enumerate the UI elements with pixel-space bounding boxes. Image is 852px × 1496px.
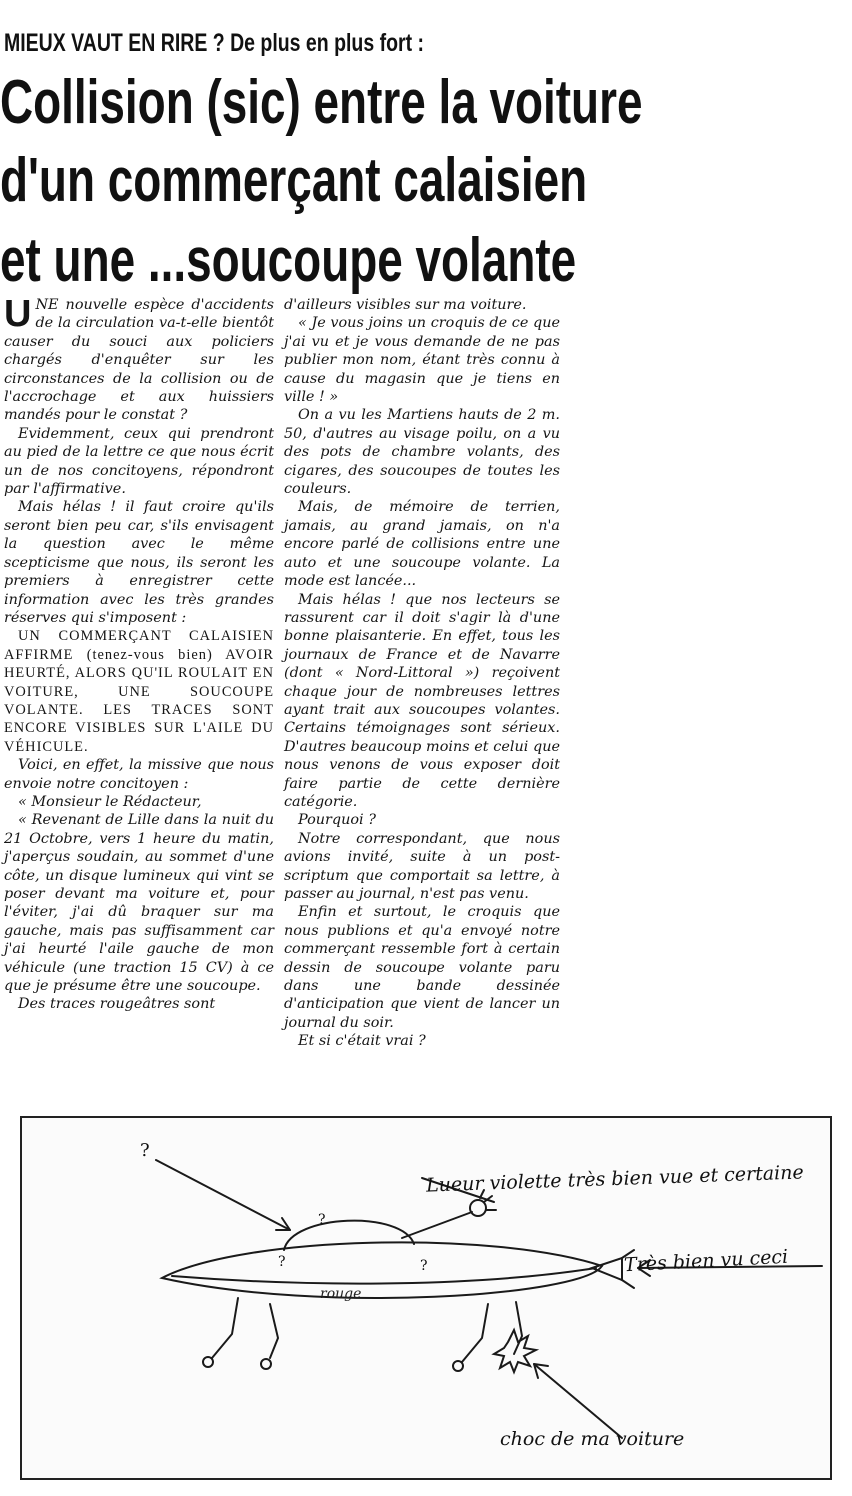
antenna <box>402 1212 472 1238</box>
paragraph: Mais, de mémoire de terrien, jamais, au grand jamais, on n'a encore parlé de collisions entre une auto et une soucoupe volante. La mode est lancée... <box>284 499 560 590</box>
note-impact: choc de ma voiture <box>500 1428 685 1450</box>
question-mark: ? <box>420 1258 428 1274</box>
arrow-to-dome <box>156 1160 290 1230</box>
leg-left <box>212 1298 238 1358</box>
kicker: MIEUX VAUT EN RIRE ? De plus en plus fort : <box>4 29 424 57</box>
drop-cap: U <box>4 293 32 335</box>
note-seen: Très bien vu ceci <box>623 1245 789 1277</box>
ufo-sketch <box>20 1116 832 1480</box>
headline-line-1: Collision (sic) entre la voiture <box>0 68 643 137</box>
paragraph: d'ailleurs visibles sur ma voiture. <box>284 297 527 313</box>
rear-emitter <box>592 1258 622 1280</box>
leg-right-2 <box>514 1302 522 1354</box>
headline-line-2: d'un commerçant calaisien <box>0 146 588 215</box>
paragraph: « Je vous joins un croquis de ce que j'ai vu et je vous demande de ne pas publier mon nom, étant très connu à cause du magasin que je tiens en ville ! » <box>284 315 560 406</box>
question-mark: ? <box>318 1212 326 1228</box>
paragraph: Enfin et surtout, le croquis que nous publions et qu'a envoyé notre commerçant ressemble fort à certain dessin de soucoupe volante paru dans une bande dessinée d'anticipation que vient de lancer un journal du soir. <box>284 904 560 1031</box>
paragraph: UNE nouvelle espèce d'accidents de la circulation va-t-elle bientôt causer du souci aux policiers chargés d'enquêter sur les circonstances de la collision ou de l'accrochage et aux huissiers mandés pour le constat ? <box>4 293 274 424</box>
paragraph: Voici, en effet, la missive que nous envoie notre concitoyen : <box>4 757 274 792</box>
paragraph: « Revenant de Lille dans la nuit du 21 Octobre, vers 1 heure du matin, j'aperçus soudain, au sommet d'une côte, un disque lumineux qui vint se poser devant ma voiture et, pour l'éviter, j'ai dû braquer sur ma gauche, mais pas suffisamment car j'ai heurté l'aile gauche de mon véhicule (une traction 15 CV) à ce que je présume être une soucoupe. <box>4 812 274 995</box>
saucer-body <box>162 1242 602 1298</box>
paragraph: Pourquoi ? <box>298 812 376 829</box>
leg-right-1 <box>462 1304 488 1362</box>
body-label: rouge <box>320 1286 362 1302</box>
paragraph: Des traces rougeâtres sont <box>18 996 216 1013</box>
paragraph: On a vu les Martiens hauts de 2 m. 50, d'autres au visage poilu, on a vu des pots de chambre volants, des cigares, des soucoupes de toutes les couleurs. <box>284 407 560 498</box>
question-mark: ? <box>140 1140 150 1161</box>
paragraph: Notre correspondant, que nous avions invité, suite à un post-scriptum que comportait sa lettre, à passer au journal, n'est pas venu. <box>284 830 560 902</box>
paragraph: Evidemment, ceux qui prendront au pied de la lettre ce que nous écrit un de nos concitoyens, répondront par l'affirmative. <box>4 425 274 498</box>
article-column-left <box>4 293 274 1014</box>
question-mark: ? <box>278 1254 286 1270</box>
headline-line-3: et une ...soucoupe volante <box>0 226 577 295</box>
note-violet-light: Lueur violette très bien vue et certaine <box>425 1161 805 1197</box>
paragraph: Mais hélas ! que nos lecteurs se rassurent car il doit s'agir là d'une bonne plaisanterie. En effet, tous les journaux de France et de Navarre (dont « Nord-Littoral ») reçoivent chaque jour de nombreuses lettres ayant trait aux soucoupes volantes. Certains témoignages sont sérieux. D'autres beaucoup moins et celui que nous venons de vous exposer doit faire partie de cette dernière catégorie. <box>284 591 560 810</box>
article-column-right <box>284 296 560 1051</box>
leg-middle <box>270 1304 278 1358</box>
paragraph-caps: UN COMMERÇANT CALAISIEN AFFIRME (tenez-vous bien) AVOIR HEURTÉ, ALORS QU'IL ROULAIT EN VOITURE, UNE SOUCOUPE VOLANTE. LES TRACES SONT ENCORE VISIBLES SUR L'AILE DU VÉHICULE. <box>4 628 274 755</box>
arrow-to-impact <box>534 1364 622 1438</box>
saucer-band <box>172 1268 596 1284</box>
paragraph: Et si c'était vrai ? <box>298 1033 426 1050</box>
paragraph: Mais hélas ! il faut croire qu'ils seront bien peu car, s'ils envisagent la question avec le même scepticisme que nous, ils seront les premiers à enregistrer cette information avec les très grandes réserves qui s'imposent : <box>4 499 274 626</box>
paragraph: « Monsieur le Rédacteur, <box>18 793 202 810</box>
